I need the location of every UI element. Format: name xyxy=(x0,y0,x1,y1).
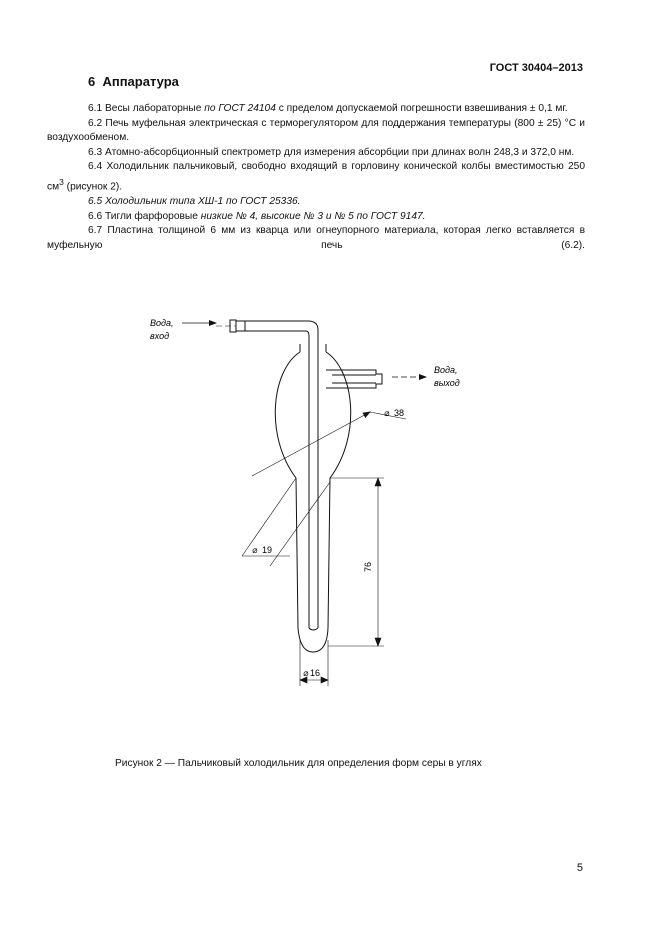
paragraph-6-3: 6.3 Атомно-абсорбционный спектрометр для измерения абсорбции при длинах волн 248,3 и 372,0 нм. xyxy=(88,146,575,158)
tip-diameter-dimension xyxy=(300,640,328,686)
water-out-label-1: Вода, xyxy=(434,365,458,375)
standard-code: ГОСТ 30404–2013 xyxy=(489,62,583,74)
neck-diameter-symbol: ⌀ xyxy=(252,545,258,555)
water-in-label-1: Вода, xyxy=(150,318,174,328)
water-out-label-2: выход xyxy=(434,378,460,388)
tip-diameter-value: 16 xyxy=(310,668,321,678)
paragraph-6-4: 6.4 Холодильник пальчиковый, свободно входящий в горловину конической колбы вместимостью 250 $см^3$ (рисунок 2). xyxy=(47,161,585,193)
bulb-diameter-symbol: ⌀ xyxy=(384,408,390,418)
paragraph-6-6: 6.6 Тигли фарфоровые низкие № 4, высокие № 3 и № 5 по ГОСТ 9147. xyxy=(88,210,426,222)
tip-diameter-symbol: ⌀ xyxy=(303,668,309,678)
section-number: 6 xyxy=(88,74,96,89)
section-heading xyxy=(88,74,179,89)
paragraph-6-5: 6.5 Холодильник типа ХШ-1 по ГОСТ 25336. xyxy=(88,195,301,207)
length-dimension xyxy=(328,478,384,646)
condenser-drawing xyxy=(0,300,661,700)
length-value: 76 xyxy=(363,561,373,573)
page-number: 5 xyxy=(576,862,583,874)
section-body xyxy=(47,102,585,253)
water-in-label-2: вход xyxy=(150,331,170,341)
condenser-body xyxy=(230,320,382,652)
paragraph-6-1: 6.1 Весы лабораторные по ГОСТ 24104 с пределом допускаемой погрешности взвешивания ± 0,1 мг. xyxy=(88,103,568,114)
bulb-diameter-value: 38 xyxy=(394,408,405,418)
neck-diameter-value: 19 xyxy=(262,545,273,555)
paragraph-6-7: 6.7 Пластина толщиной 6 мм из кварца или огнеупорного материала, которая легко вставляется в муфельную печь (6.2). xyxy=(47,225,585,251)
paragraph-6-2: 6.2 Печь муфельная электрическая с терморегулятором для поддержания температуры (800 ± 25) °С и воздухообменом. xyxy=(47,117,585,144)
figure-caption: Рисунок 2 — Пальчиковый холодильник для определения форм серы в углях xyxy=(115,758,482,769)
section-title: Аппаратура xyxy=(102,74,179,89)
